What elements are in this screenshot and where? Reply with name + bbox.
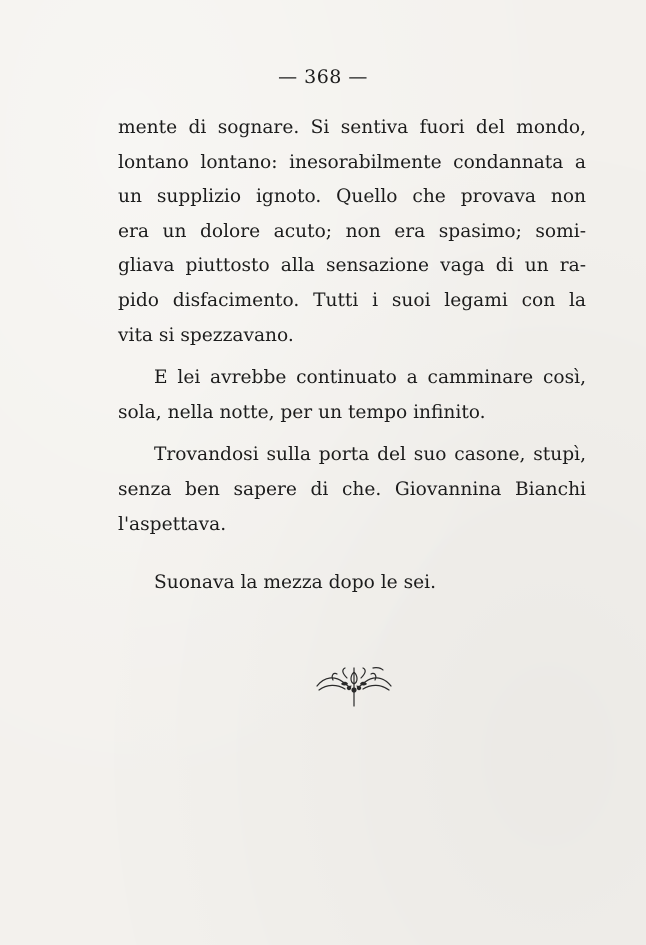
text-line: gliava piuttosto alla sensazione vaga di un ra- [118,255,586,277]
text-line: era un dolore acuto; non era spasimo; somi- [118,220,586,242]
text-line: vita si spezzavano. [118,324,294,346]
text-line: sola, nella notte, per un tempo infinito. [118,401,486,423]
text-line: l'aspettava. [118,513,227,535]
body-text [118,111,586,601]
paragraph-1 [118,111,586,353]
paragraph-2 [118,361,586,430]
text-line: Suonava la mezza dopo le sei. [154,572,437,594]
text-line: lontano lontano: inesorabilmente condannata a [118,151,586,173]
text-line: mente di sognare. Si sentiva fuori del mondo, [118,117,586,138]
text-line: pido disfacimento. Tutti i suoi legami con la [118,289,586,311]
paragraph-3 [118,438,586,542]
floral-ornament-icon [313,662,395,708]
page-number: — 368 — [278,66,368,88]
text-line: Trovandosi sulla porta del suo casone, stupì, [154,444,586,466]
text-line: E lei avrebbe continuato a camminare così, [154,367,586,389]
paragraph-4 [118,566,586,601]
text-line: un supplizio ignoto. Quello che provava non [118,186,586,208]
text-line: senza ben sapere di che. Giovannina Bianchi [118,478,586,500]
